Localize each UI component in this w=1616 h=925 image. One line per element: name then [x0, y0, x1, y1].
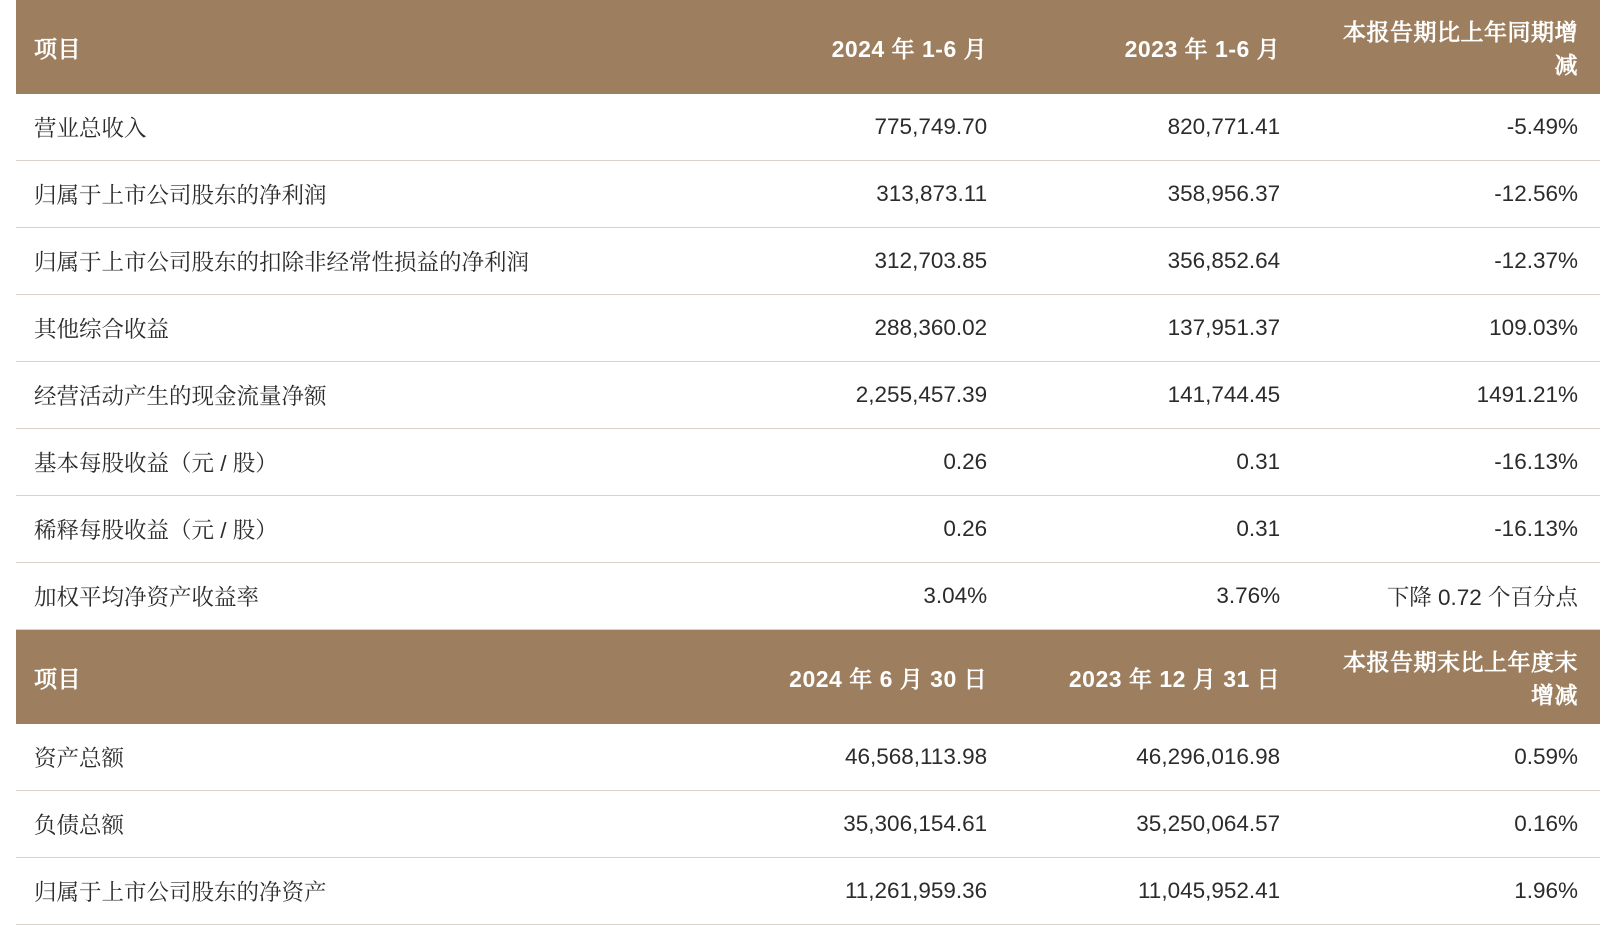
cell-change: 1.96%	[1302, 858, 1600, 925]
cell-current: 2,255,457.39	[716, 362, 1009, 429]
table-row	[16, 791, 1600, 858]
column-header-previous: 2023 年 12 月 31 日	[1009, 630, 1302, 724]
column-header-previous: 2023 年 1-6 月	[1009, 0, 1302, 94]
cell-previous: 137,951.37	[1009, 295, 1302, 362]
cell-item: 归属于上市公司股东的扣除非经常性损益的净利润	[16, 228, 716, 295]
cell-item: 资产总额	[16, 724, 716, 791]
cell-item: 基本每股收益（元 / 股）	[16, 429, 716, 496]
operating-results-header	[16, 0, 1600, 94]
operating-results-table	[16, 0, 1600, 630]
table-row	[16, 563, 1600, 630]
table-row	[16, 496, 1600, 563]
cell-change: 0.59%	[1302, 724, 1600, 791]
column-header-change: 本报告期比上年同期增减	[1302, 0, 1600, 94]
table-row	[16, 362, 1600, 429]
cell-previous: 0.31	[1009, 429, 1302, 496]
cell-previous: 11,045,952.41	[1009, 858, 1302, 925]
table-header-row	[16, 0, 1600, 94]
column-header-current: 2024 年 1-6 月	[716, 0, 1009, 94]
cell-current: 3.04%	[716, 563, 1009, 630]
cell-item: 其他综合收益	[16, 295, 716, 362]
balance-sheet-header	[16, 630, 1600, 724]
cell-item: 归属于上市公司股东的净利润	[16, 161, 716, 228]
column-header-change: 本报告期末比上年度末增减	[1302, 630, 1600, 724]
cell-change: 1491.21%	[1302, 362, 1600, 429]
cell-previous: 0.31	[1009, 496, 1302, 563]
table-row	[16, 295, 1600, 362]
cell-current: 775,749.70	[716, 94, 1009, 161]
cell-current: 11,261,959.36	[716, 858, 1009, 925]
cell-current: 0.26	[716, 429, 1009, 496]
table-row	[16, 724, 1600, 791]
cell-current: 0.26	[716, 496, 1009, 563]
cell-current: 35,306,154.61	[716, 791, 1009, 858]
cell-current: 313,873.11	[716, 161, 1009, 228]
balance-sheet-body	[16, 724, 1600, 925]
balance-sheet-table	[16, 630, 1600, 925]
cell-current: 46,568,113.98	[716, 724, 1009, 791]
table-header-row	[16, 630, 1600, 724]
cell-current: 288,360.02	[716, 295, 1009, 362]
cell-change: -16.13%	[1302, 496, 1600, 563]
cell-change: 109.03%	[1302, 295, 1600, 362]
cell-previous: 3.76%	[1009, 563, 1302, 630]
cell-previous: 46,296,016.98	[1009, 724, 1302, 791]
table-row	[16, 228, 1600, 295]
cell-previous: 820,771.41	[1009, 94, 1302, 161]
table-row	[16, 161, 1600, 228]
cell-change: -16.13%	[1302, 429, 1600, 496]
cell-current: 312,703.85	[716, 228, 1009, 295]
cell-item: 稀释每股收益（元 / 股）	[16, 496, 716, 563]
cell-previous: 35,250,064.57	[1009, 791, 1302, 858]
cell-previous: 141,744.45	[1009, 362, 1302, 429]
cell-change: -12.56%	[1302, 161, 1600, 228]
cell-change: 0.16%	[1302, 791, 1600, 858]
cell-change: 下降 0.72 个百分点	[1302, 563, 1600, 630]
cell-item: 经营活动产生的现金流量净额	[16, 362, 716, 429]
table-row	[16, 94, 1600, 161]
cell-change: -12.37%	[1302, 228, 1600, 295]
cell-item: 加权平均净资产收益率	[16, 563, 716, 630]
cell-change: -5.49%	[1302, 94, 1600, 161]
cell-item: 营业总收入	[16, 94, 716, 161]
column-header-current: 2024 年 6 月 30 日	[716, 630, 1009, 724]
table-row	[16, 858, 1600, 925]
cell-item: 负债总额	[16, 791, 716, 858]
column-header-item: 项目	[16, 630, 716, 724]
table-row	[16, 429, 1600, 496]
cell-previous: 356,852.64	[1009, 228, 1302, 295]
column-header-item: 项目	[16, 0, 716, 94]
operating-results-body	[16, 94, 1600, 630]
cell-item: 归属于上市公司股东的净资产	[16, 858, 716, 925]
cell-previous: 358,956.37	[1009, 161, 1302, 228]
